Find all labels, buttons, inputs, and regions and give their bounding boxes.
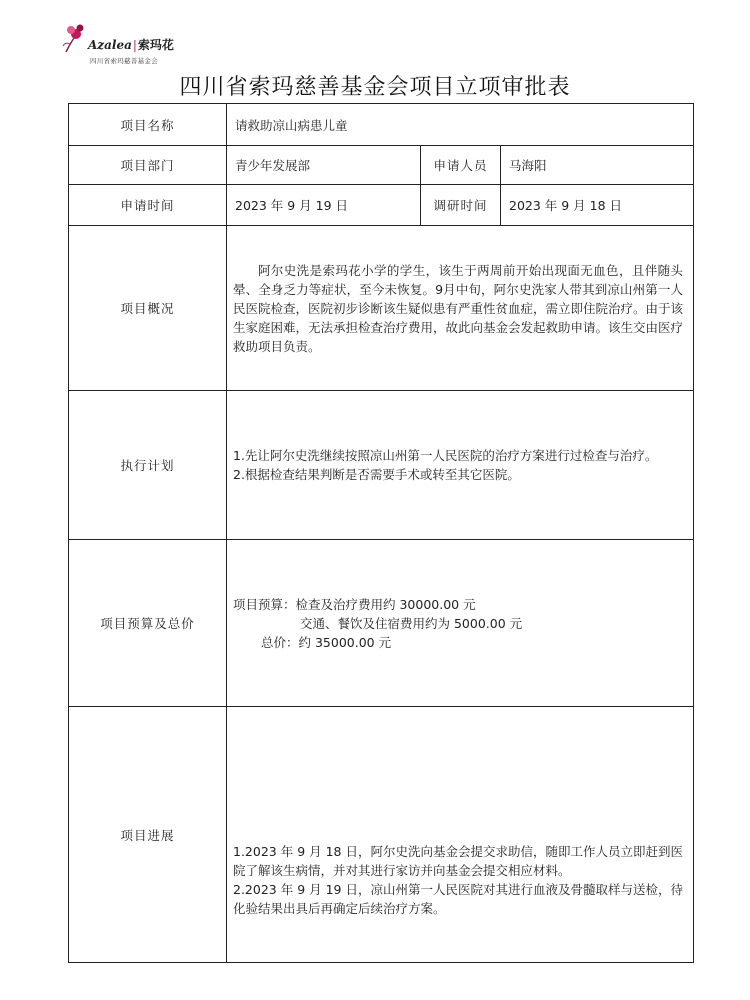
label-progress: 项目进展 — [69, 707, 227, 963]
progress-item: 1.2023 年 9 月 18 日，阿尔史洗向基金会提交求助信，随即工作人员立即赶到医院了解该生病情，并对其进行家访并向基金会提交相应材料。 — [233, 843, 684, 878]
row-progress — [69, 707, 694, 963]
label-budget: 项目预算及总价 — [69, 540, 227, 707]
row-budget — [69, 540, 694, 707]
value-progress — [227, 707, 694, 963]
approval-form-table — [68, 103, 694, 963]
page-title: 四川省索玛慈善基金会项目立项审批表 — [179, 75, 571, 100]
label-project-name: 项目名称 — [69, 104, 227, 146]
overview-text: 阿尔史洗是索玛花小学的学生，该生于两周前开始出现面无血色，且伴随头晕、全身乏力等症状，至今未恢复。9月中旬，阿尔史洗家人带其到凉山州第一人民医院检查，医院初步诊断该生疑似患有严重性贫血症，需立即住院治疗。由于该生家庭困难，无法承担检查治疗费用，故此向基金会发起救助申请。该生交由医疗救助项目负责。 — [233, 262, 684, 354]
logo-separator: | — [132, 38, 137, 52]
progress-list — [233, 842, 683, 918]
budget-line-3: 总价：约 35000.00 元 — [261, 634, 392, 650]
budget-line-2: 交通、餐饮及住宿费用约为 5000.00 元 — [300, 615, 523, 631]
logo-english: Azalea — [88, 38, 132, 52]
row-dates — [69, 185, 694, 226]
label-applicant: 申请人员 — [421, 146, 501, 185]
value-budget — [227, 540, 694, 707]
plan-item: 2.根据检查结果判断是否需要手术或转至其它医院。 — [233, 467, 520, 482]
value-plan — [227, 391, 694, 540]
label-department: 项目部门 — [69, 146, 227, 185]
row-department — [69, 146, 694, 185]
logo-subtitle: 四川省索玛慈善基金会 — [90, 57, 158, 65]
value-overview — [227, 226, 694, 391]
logo-chinese: 索玛花 — [137, 38, 174, 52]
value-apply-date: 2023 年 9 月 19 日 — [227, 185, 421, 226]
logo-wordmark — [88, 36, 174, 53]
value-department: 青少年发展部 — [227, 146, 421, 185]
label-overview: 项目概况 — [69, 226, 227, 391]
plan-item: 1.先让阿尔史洗继续按照凉山州第一人民医院的治疗方案进行过检查与治疗。 — [233, 448, 658, 463]
row-plan — [69, 391, 694, 540]
label-apply-date: 申请时间 — [69, 185, 227, 226]
budget-line-1: 项目预算：检查及治疗费用约 30000.00 元 — [233, 596, 476, 612]
row-project-name — [69, 104, 694, 146]
progress-item: 2.2023 年 9 月 19 日，凉山州第一人民医院对其进行血液及骨髓取样与送检，待化验结果出具后再确定后续治疗方案。 — [233, 881, 684, 916]
row-overview — [69, 226, 694, 391]
value-research-date: 2023 年 9 月 18 日 — [501, 185, 694, 226]
label-plan: 执行计划 — [69, 391, 227, 540]
label-research-date: 调研时间 — [421, 185, 501, 226]
value-project-name: 请救助凉山病患儿童 — [227, 104, 694, 146]
azalea-flower-icon — [60, 22, 90, 54]
foundation-logo — [60, 22, 210, 72]
value-applicant: 马海阳 — [501, 146, 694, 185]
